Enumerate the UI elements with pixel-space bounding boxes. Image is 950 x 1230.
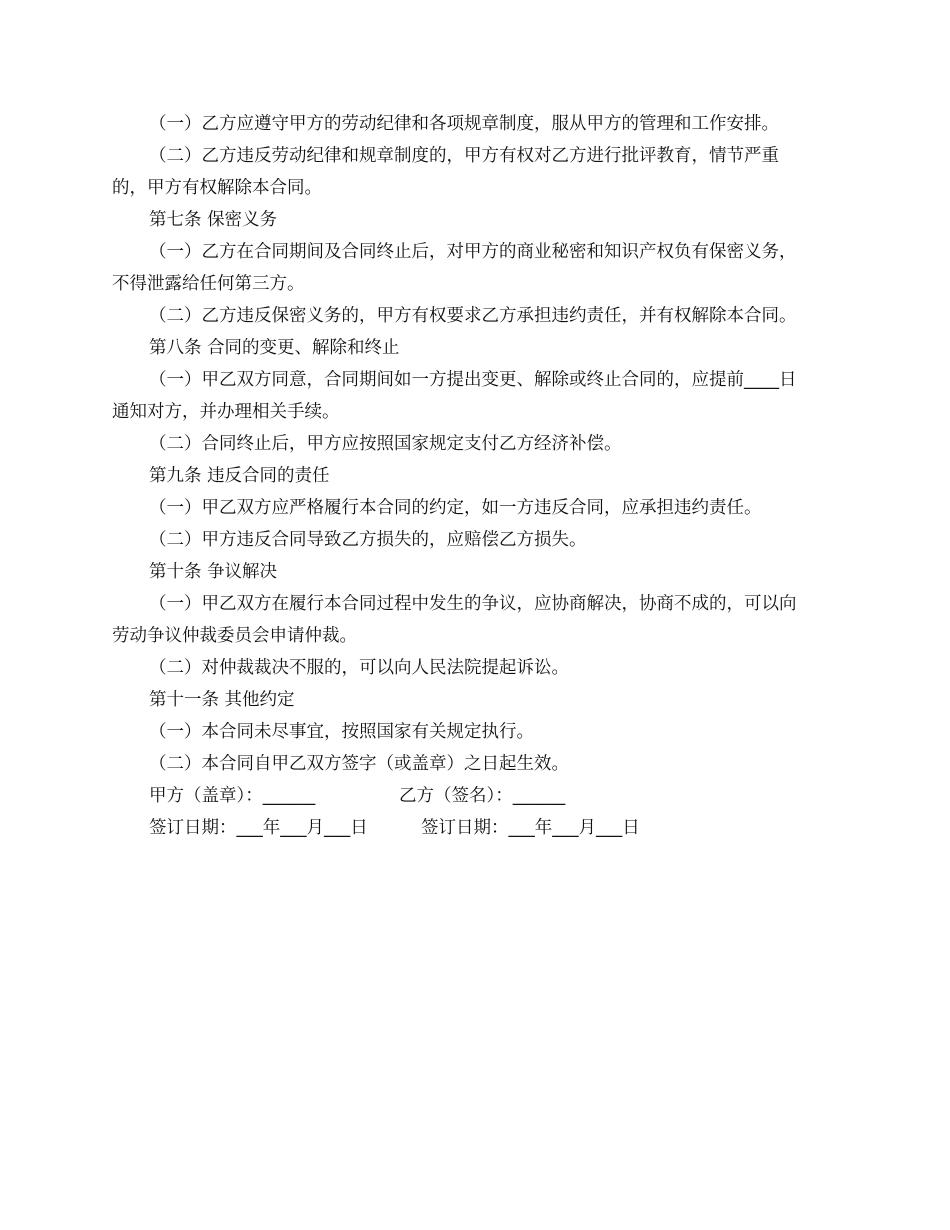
clause-line: （二）乙方违反劳动纪律和规章制度的，甲方有权对乙方进行批评教育，情节严重 bbox=[149, 146, 779, 166]
clause-line: （二）对仲裁裁决不服的，可以向人民法院提起诉讼。 bbox=[149, 658, 569, 678]
article-heading: 第九条 违反合同的责任 bbox=[149, 466, 330, 486]
clause-line: （一）乙方在合同期间及合同终止后，对甲方的商业秘密和知识产权负有保密义务， bbox=[149, 242, 797, 262]
clause-line: （一）乙方应遵守甲方的劳动纪律和各项规章制度，服从甲方的管理和工作安排。 bbox=[149, 114, 779, 134]
clause-line: （一）本合同未尽事宜，按照国家有关规定执行。 bbox=[149, 722, 534, 742]
article-heading: 第十条 争议解决 bbox=[149, 562, 278, 582]
party-a-seal: 甲方（盖章）：______ bbox=[149, 786, 316, 806]
clause-line: （一）甲乙双方同意，合同期间如一方提出变更、解除或终止合同的，应提前____日 bbox=[149, 370, 797, 390]
clause-line: 不得泄露给任何第三方。 bbox=[112, 274, 305, 294]
party-b-signature: 乙方（签名）：______ bbox=[399, 786, 566, 806]
signature-row bbox=[112, 780, 842, 812]
contract-clauses bbox=[112, 108, 842, 780]
clause-line: 通知对方，并办理相关手续。 bbox=[112, 402, 340, 422]
clause-line: （二）本合同自甲乙双方签字（或盖章）之日起生效。 bbox=[149, 754, 569, 774]
article-heading: 第八条 合同的变更、解除和终止 bbox=[149, 338, 400, 358]
article-heading: 第七条 保密义务 bbox=[149, 210, 278, 230]
clause-line: 劳动争议仲裁委员会申请仲裁。 bbox=[112, 626, 357, 646]
date-row bbox=[112, 812, 842, 844]
party-a-date: 签订日期：___年___月___日 bbox=[149, 818, 368, 838]
contract-body bbox=[112, 108, 842, 844]
clause-line: （二）合同终止后，甲方应按照国家规定支付乙方经济补偿。 bbox=[149, 434, 622, 454]
article-heading: 第十一条 其他约定 bbox=[149, 690, 295, 710]
clause-line: （二）甲方违反合同导致乙方损失的，应赔偿乙方损失。 bbox=[149, 530, 587, 550]
clause-line: （二）乙方违反保密义务的，甲方有权要求乙方承担违约责任，并有权解除本合同。 bbox=[149, 306, 797, 326]
clause-line: 的，甲方有权解除本合同。 bbox=[112, 178, 322, 198]
clause-line: （一）甲乙双方应严格履行本合同的约定，如一方违反合同，应承担违约责任。 bbox=[149, 498, 762, 518]
clause-line: （一）甲乙双方在履行本合同过程中发生的争议，应协商解决，协商不成的，可以向 bbox=[149, 594, 797, 614]
party-b-date: 签订日期：___年___月___日 bbox=[421, 818, 640, 838]
